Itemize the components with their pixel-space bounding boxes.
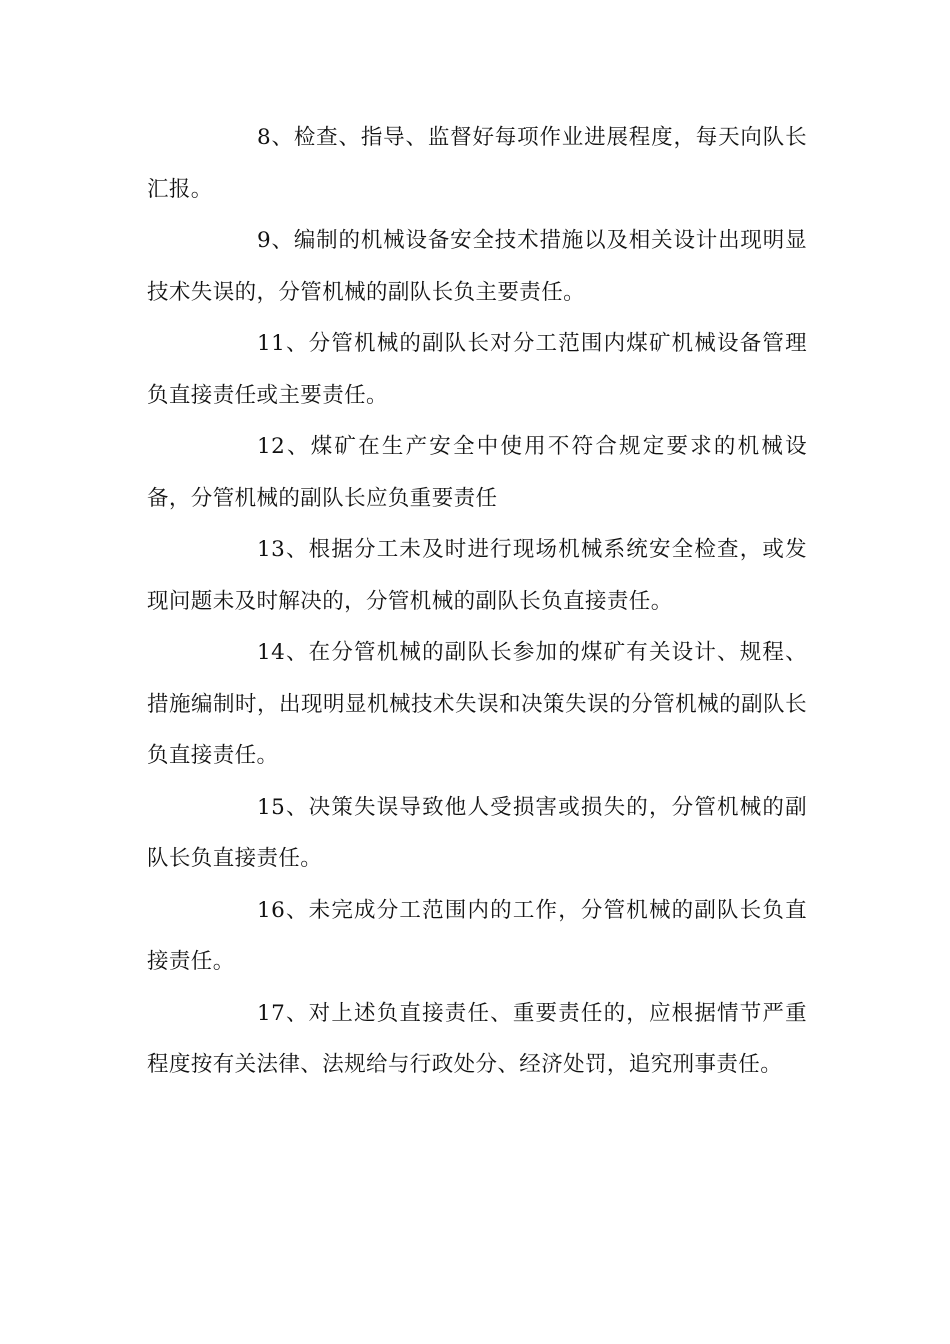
paragraph-item-11: 11、分管机械的副队长对分工范围内煤矿机械设备管理负直接责任或主要责任。: [147, 331, 807, 408]
paragraph-item-17: 17、对上述负直接责任、重要责任的，应根据情节严重程度按有关法律、法规给与行政处分、经济处罚，追究刑事责任。: [147, 1000, 807, 1077]
document-body: [147, 112, 807, 1091]
paragraph-item-8: 8、检查、指导、监督好每项作业进展程度，每天向队长汇报。: [147, 125, 807, 202]
paragraph-item-9: 9、编制的机械设备安全技术措施以及相关设计出现明显技术失误的，分管机械的副队长负主要责任。: [147, 228, 807, 305]
paragraph-item-12: 12、煤矿在生产安全中使用不符合规定要求的机械设备，分管机械的副队长应负重要责任: [147, 434, 807, 511]
paragraph-item-13: 13、根据分工未及时进行现场机械系统安全检查，或发现问题未及时解决的，分管机械的副队长负直接责任。: [147, 537, 807, 614]
paragraph-item-15: 15、决策失误导致他人受损害或损失的，分管机械的副队长负直接责任。: [147, 794, 807, 871]
paragraph-item-16: 16、未完成分工范围内的工作，分管机械的副队长负直接责任。: [147, 897, 807, 974]
paragraph-item-14: 14、在分管机械的副队长参加的煤矿有关设计、规程、措施编制时，出现明显机械技术失误和决策失误的分管机械的副队长负直接责任。: [147, 640, 807, 768]
